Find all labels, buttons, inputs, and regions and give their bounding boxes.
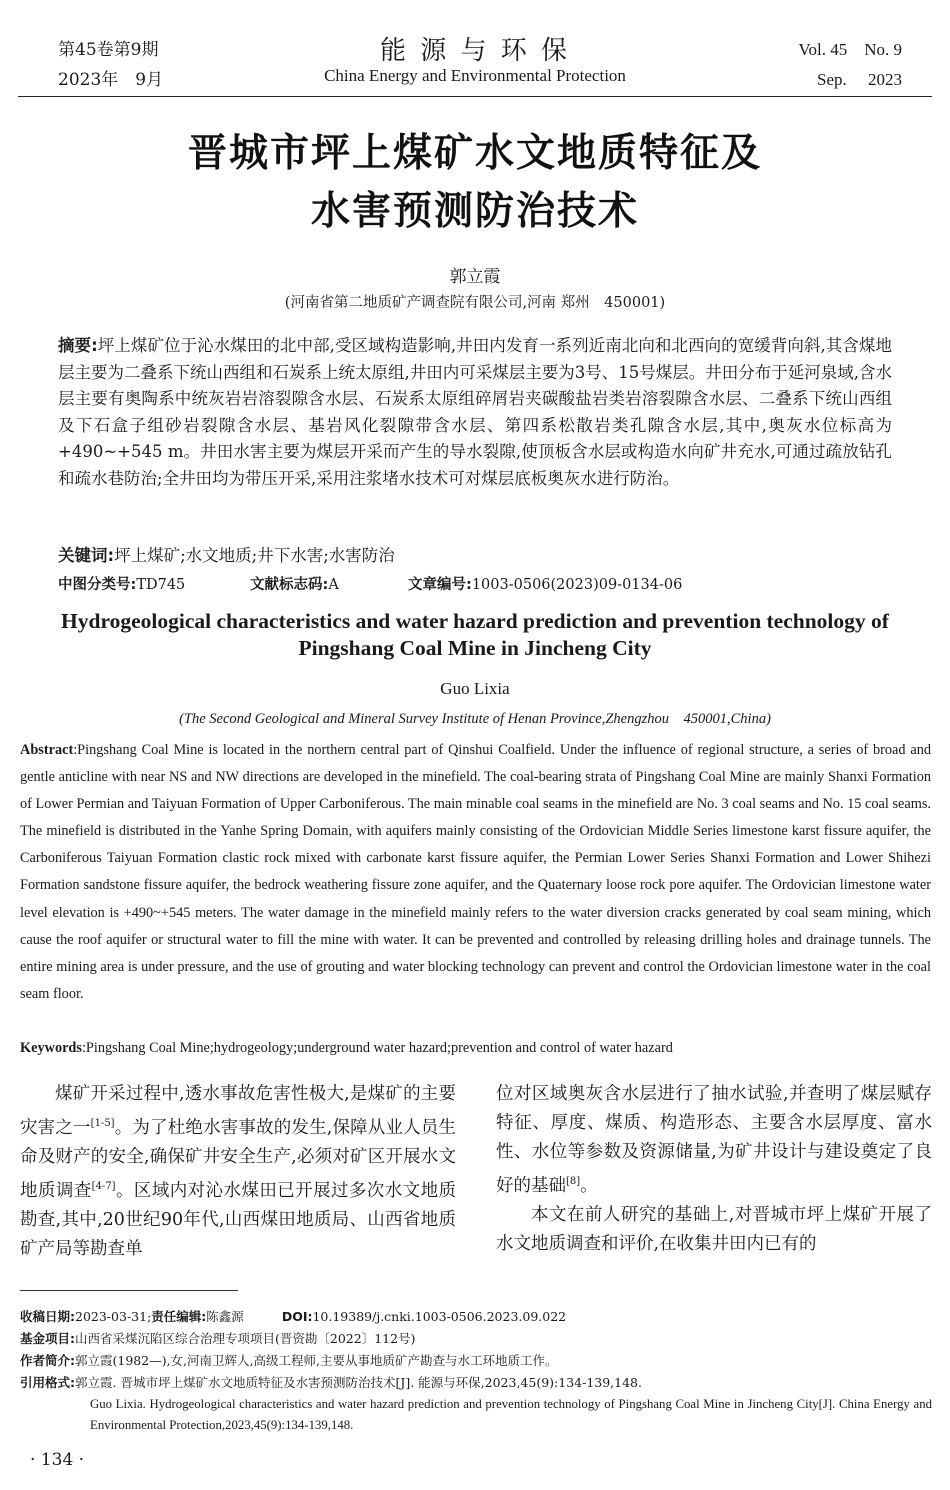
doi-label: DOI: (281, 1309, 313, 1324)
footnote-bio (20, 1350, 932, 1372)
bio-label: 作者简介: (20, 1353, 75, 1368)
citation-label: 引用格式: (20, 1375, 75, 1390)
clc-number (58, 573, 185, 594)
article-title-line2: 水害预测防治技术 (310, 189, 639, 234)
citation-ref: [8] (566, 1176, 581, 1187)
body-left-column (20, 1080, 456, 1264)
article-number-value: 1003-0506(2023)09-0134-06 (471, 577, 683, 593)
keywords-cn (58, 543, 892, 570)
body-right-text-1: 位对区域奥灰含水层进行了抽水试验,并查明了煤层赋存特征、厚度、煤质、构造形态、主要含水层厚度、富水性、水位等参数及资源储量,为矿井设计与建设奠定了良好的基础 (496, 1084, 932, 1196)
volume-issue-en: Vol. 45 No. 9 (798, 40, 902, 59)
fund-label: 基金项目: (20, 1331, 75, 1346)
header-rule (18, 96, 932, 97)
keywords-en-label: Keywords (20, 1040, 82, 1056)
keywords-cn-text: 坪上煤矿;水文地质;井下水害;水害防治 (114, 546, 395, 565)
fund-value: 山西省采煤沉陷区综合治理专项项目(晋资勘〔2022〕112号) (75, 1331, 416, 1346)
body-left-text-1: 煤矿开采过程中,透水事故危害性极大,是煤矿的主要灾害之一 (20, 1084, 456, 1138)
page-number: · 134 · (30, 1450, 85, 1470)
clc-value: TD745 (136, 577, 186, 593)
doc-code-value: A (328, 577, 339, 593)
footnote-rule (20, 1290, 238, 1291)
citation-ref: [4-7] (91, 1180, 116, 1192)
article-title-en-line1: Hydrogeological characteristics and water hazard prediction and prevention technology of (61, 609, 889, 633)
editor-value: 陈鑫源 (206, 1309, 244, 1324)
clc-label: 中图分类号: (58, 577, 137, 593)
article-title-line1: 晋城市坪上煤矿水文地质特征及 (187, 131, 762, 176)
footnote-received (20, 1306, 932, 1328)
footnotes (20, 1306, 932, 1436)
author-name-en: Guo Lixia (440, 679, 510, 698)
bio-value: 郭立霞(1982—),女,河南卫辉人,高级工程师,主要从事地质矿产勘查与水工环地质工作。 (75, 1353, 558, 1368)
author-affiliation-cn: (河南省第二地质矿产调查院有限公司,河南 郑州 450001) (284, 295, 666, 311)
article-number-label: 文章编号: (408, 577, 472, 593)
abstract-en-label: Abstract (20, 742, 74, 758)
keywords-en (20, 1035, 931, 1062)
doc-code-label: 文献标志码: (250, 577, 329, 593)
body-right-paragraph-1 (496, 1080, 932, 1201)
author-affiliation-en: (The Second Geological and Mineral Survey Institute of Henan Province,Zhengzhou 450001,China) (179, 711, 771, 727)
body-right-text-2: 。 (580, 1175, 598, 1196)
received-value: 2023-03-31; (75, 1309, 152, 1324)
citation-cn: 郭立霞. 晋城市坪上煤矿水文地质特征及水害预测防治技术[J]. 能源与环保,2023,45(9):134-139,148. (75, 1375, 642, 1390)
volume-issue-cn: 第45卷第9期 (58, 40, 159, 60)
body-left-text-2: 。为了杜绝水害事故的发生,保障从业人员生命及财产的安全,确保矿井安全生产,必须对矿区开展水文地质调查 (20, 1117, 456, 1201)
editor-label: 责任编辑: (151, 1309, 207, 1324)
footnote-citation (20, 1372, 932, 1394)
keywords-en-text: :Pingshang Coal Mine;hydrogeology;underground water hazard;prevention and control of water hazard (81, 1040, 673, 1056)
body-right-paragraph-2: 本文在前人研究的基础上,对晋城市坪上煤矿开展了水文地质调查和评价,在收集井田内已有的 (496, 1204, 932, 1254)
citation-ref: [1-5] (90, 1118, 115, 1129)
date-cn: 2023年 9月 (58, 70, 164, 90)
article-title-en (20, 608, 930, 662)
date-en: Sep. 2023 (817, 70, 902, 89)
citation-en: Guo Lixia. Hydrogeological characteristics and water hazard prediction and prevention technology of Pingshang Coal Mine in Jincheng City[J]. China Energy and Environmental Protection,2023,45(9):134-139,148. (90, 1397, 932, 1432)
abstract-en (20, 737, 931, 1008)
keywords-cn-label: 关键词: (58, 546, 115, 565)
footnote-fund (20, 1328, 932, 1350)
journal-title-en: China Energy and Environmental Protection (324, 66, 626, 85)
body-left-text-3: 。区域内对沁水煤田已开展过多次水文地质勘查,其中,20世纪90年代,山西煤田地质局、山西省地质矿产局等勘查单 (20, 1180, 457, 1259)
article-number (408, 573, 682, 594)
doi-value: 10.19389/j.cnki.1003-0506.2023.09.022 (312, 1309, 567, 1324)
author-name-cn: 郭立霞 (449, 267, 501, 287)
abstract-cn (58, 333, 892, 493)
document-code (250, 573, 339, 594)
body-right-column (496, 1080, 932, 1259)
abstract-cn-label: 摘要: (58, 336, 98, 355)
received-label: 收稿日期: (20, 1309, 75, 1324)
article-title-en-line2: Pingshang Coal Mine in Jincheng City (298, 636, 652, 660)
abstract-cn-text: 坪上煤矿位于沁水煤田的北中部,受区域构造影响,井田内发育一系列近南北向和北西向的宽缓背向斜,其含煤地层主要为二叠系下统山西组和石炭系上统太原组,井田内可采煤层主要为3号、15号煤层。井田分布于延河泉域,含水层主要有奥陶系中统灰岩岩溶裂隙含水层、石炭系太原组碎屑岩夹碳酸盐岩类岩溶裂隙含水层、二叠系下统山西组及下石盒子组砂岩裂隙含水层、基岩风化裂隙带含水层、第四系松散岩类孔隙含水层,其中,奥灰水位标高为+490~+545 m。井田水害主要为煤层开采而产生的导水裂隙,使顶板含水层或构造水向矿井充水,可通过疏放钻孔和疏水巷防治;全井田均为带压开采,采用注浆堵水技术可对煤层底板奥灰水进行防治。 (58, 336, 892, 488)
abstract-en-text: :Pingshang Coal Mine is located in the northern central part of Qinshui Coalfield. Under the influence of regional structure, a series of broad and gentle anticline with near NS and NW directions are developed in the minefield. The coal-bearing strata of Pingshang Coal Mine are mainly Shanxi Formation of Lower Permian and Taiyuan Formation of Upper Carboniferous. The main minable coal seams in the minefield are No. 3 coal seams and No. 15 coal seams. The minefield is distributed in the Yanhe Spring Domain, with aquifers mainly consisting of the Ordovician Middle Series limestone karst fissure aquifer, the Carboniferous Taiyuan Formation clastic rock mixed with carbonate karst fissure aquifer, the Permian Lower Series Shanxi Formation and Lower Shihezi Formation sandstone fissure aquifer, the bedrock weathering fissure zone aquifer, and the Quaternary loose rock pore aquifer. The Ordovician limestone water level elevation is +490~+545 meters. The water damage in the minefield mainly refers to the water diversion cracks generated by coal seam mining, which cause the roof aquifer or structural water to fill the mine with water. It can be prevented and controlled by releasing drilling holes and drainage tunnels. The entire mining area is under pressure, and the use of grouting and water blocking technology can prevent and control the Ordovician limestone water in the coal seam floor. (20, 742, 931, 1002)
journal-title-cn: 能 源 与 环 保 (379, 36, 571, 66)
